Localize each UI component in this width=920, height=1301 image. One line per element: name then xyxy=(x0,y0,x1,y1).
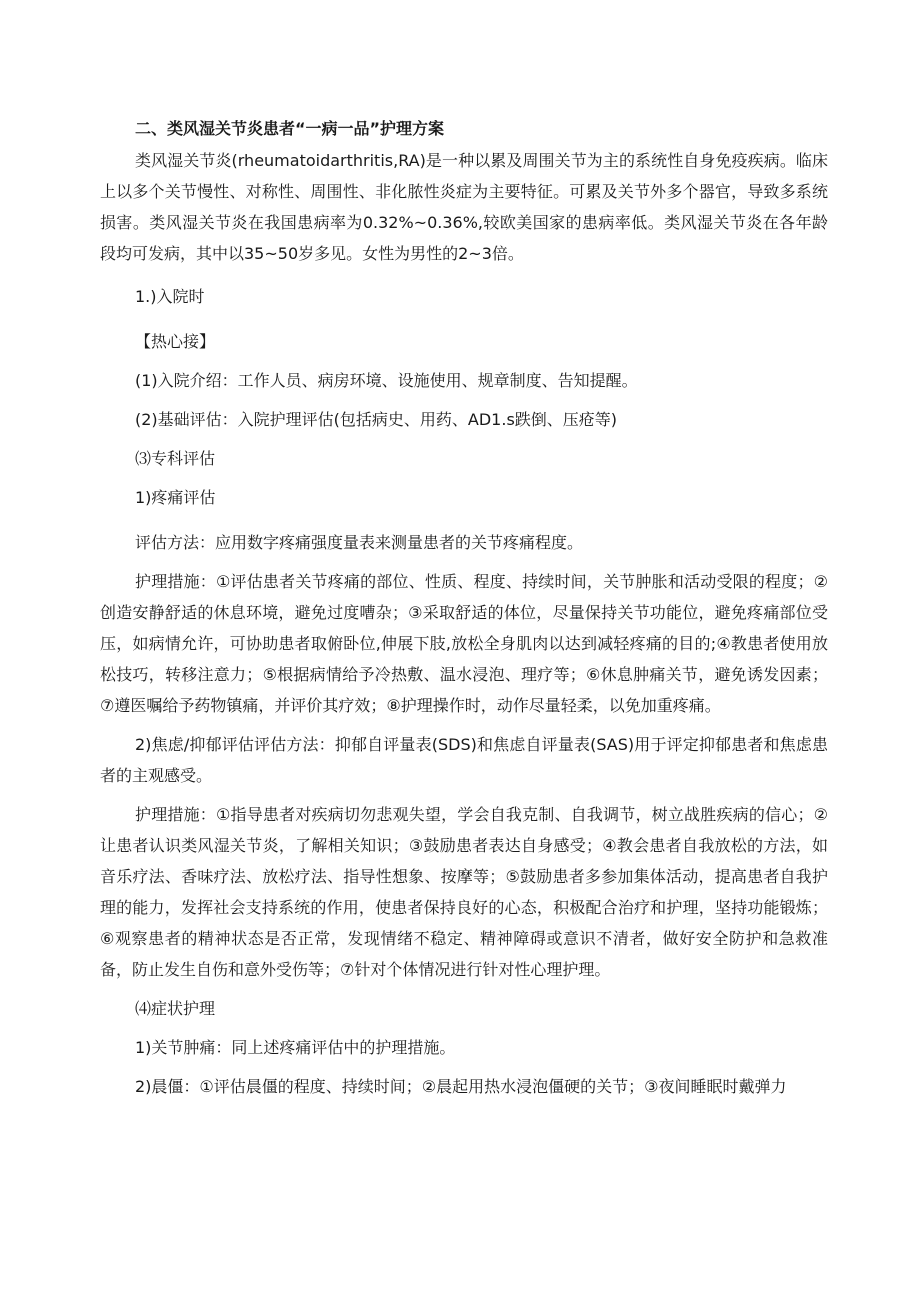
document-body xyxy=(100,113,828,1102)
basic-assessment-item: (2)基础评估：入院护理评估(包括病史、用药、AD1.s跌倒、压疮等) xyxy=(135,410,618,429)
admission-intro-item: (1)入院介绍：工作人员、病房环境、设施使用、规章制度、告知提醒。 xyxy=(135,371,638,390)
document-title: 二、类风湿关节炎患者“一病一品”护理方案 xyxy=(135,119,445,138)
section-admission: 1.)入院时 xyxy=(135,287,205,306)
pain-measures-paragraph: 护理措施：①评估患者关节疼痛的部位、性质、程度、持续时间，关节肿胀和活动受限的程度；②创造安静舒适的休息环境，避免过度嘈杂；③采取舒适的体位，尽量保持关节功能位，避免疼痛部位受压，如病情允许，可协助患者取俯卧位,伸展下肢,放松全身肌肉以达到减轻疼痛的目的;④教患者使用放松技巧，转移注意力；⑤根据病情给予冷热敷、温水浸泡、理疗等；⑥休息肿痛关节，避免诱发因素；⑦遵医嘱给予药物镇痛，并评价其疗效；⑧护理操作时，动作尽量轻柔，以免加重疼痛。 xyxy=(100,572,828,715)
symptom-care-heading: ⑷症状护理 xyxy=(135,999,216,1018)
special-assessment-item: ⑶专科评估 xyxy=(135,449,216,468)
morning-stiffness-item: 2)晨僵：①评估晨僵的程度、持续时间；②晨起用热水浸泡僵硬的关节；③夜间睡眠时戴弹力 xyxy=(135,1077,787,1096)
pain-assessment-heading: 1)疼痛评估 xyxy=(135,488,216,507)
warm-reception-heading: 【热心接】 xyxy=(135,332,216,351)
anxiety-method-paragraph: 2)焦虑/抑郁评估评估方法：抑郁自评量表(SDS)和焦虑自评量表(SAS)用于评定抑郁患者和焦虑患者的主观感受。 xyxy=(100,735,828,785)
anxiety-measures-paragraph: 护理措施：①指导患者对疾病切勿悲观失望，学会自我克制、自我调节，树立战胜疾病的信心；②让患者认识类风湿关节炎，了解相关知识；③鼓励患者表达自身感受；④教会患者自我放松的方法，如音乐疗法、香味疗法、放松疗法、指导性想象、按摩等；⑤鼓励患者多参加集体活动，提高患者自我护理的能力，发挥社会支持系统的作用，使患者保持良好的心态，积极配合治疗和护理，坚持功能锻炼；⑥观察患者的精神状态是否正常，发现情绪不稳定、精神障碍或意识不清者，做好安全防护和急救准备，防止发生自伤和意外受伤等；⑦针对个体情况进行针对性心理护理。 xyxy=(100,805,828,979)
intro-paragraph: 类风湿关节炎(rheumatoidarthritis,RA)是一种以累及周围关节为主的系统性自身免疫疾病。临床上以多个关节慢性、对称性、周围性、非化脓性炎症为主要特征。可累及关节外多个器官，导致多系统损害。类风湿关节炎在我国患病率为0.32%~0.36%,较欧美国家的患病率低。类风湿关节炎在各年龄段均可发病，其中以35~50岁多见。女性为男性的2~3倍。 xyxy=(100,151,828,263)
joint-swelling-item: 1)关节肿痛：同上述疼痛评估中的护理措施。 xyxy=(135,1038,456,1057)
pain-method-paragraph: 评估方法：应用数字疼痛强度量表来测量患者的关节疼痛程度。 xyxy=(135,533,584,552)
